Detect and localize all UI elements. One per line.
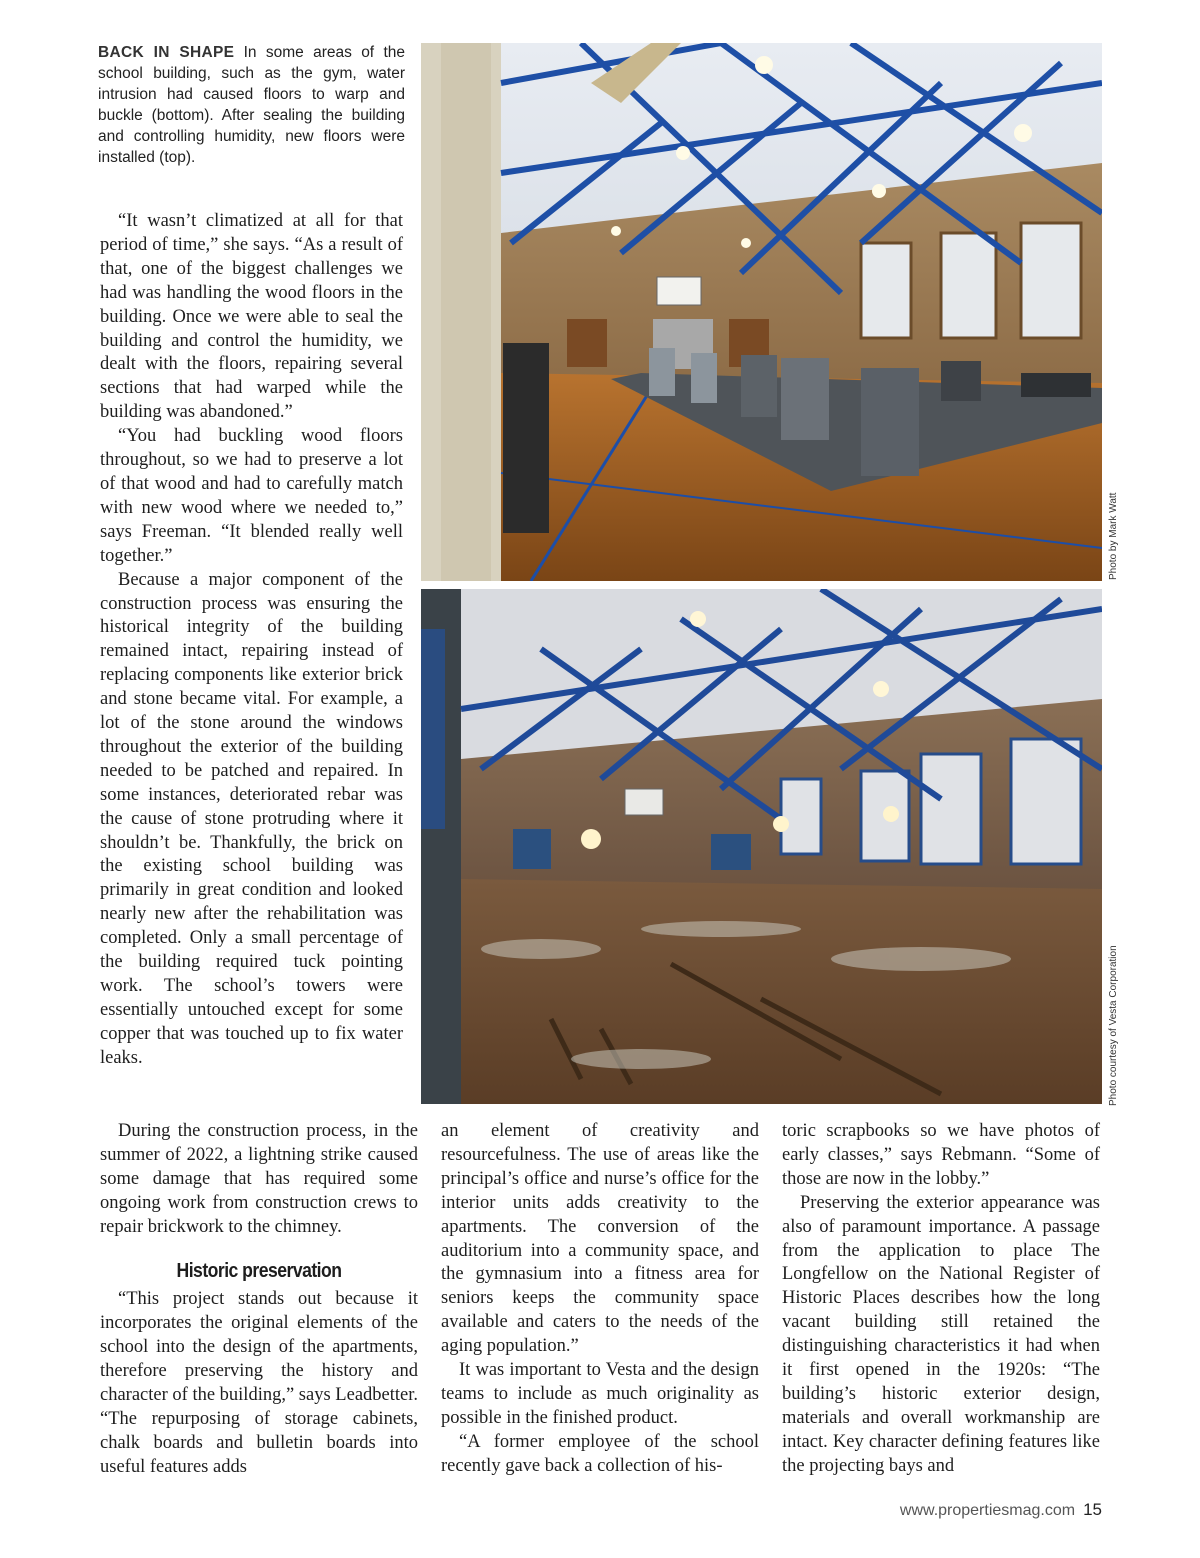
paragraph: During the construction process, in the summer of 2022, a lightning strike caused some damage that has required some ongoing work from construction crews to repair brickwork to the chimney. <box>100 1121 418 1237</box>
article-column-2 <box>441 1120 759 1479</box>
paragraph: “It wasn’t climatized at all for that period of time,” she says. “As a result of that, one of the biggest challenges we had was handling the wood floors in the building. Once we were able to seal the building and control the humidity, we dealt with the floors, repairing several sections that had warped while the building was abandoned.” <box>100 211 403 423</box>
article-column-1-lower <box>100 1120 418 1480</box>
damaged-gym-photo <box>421 589 1102 1104</box>
photo-credit-top: Photo by Mark Watt <box>1108 492 1119 580</box>
article-column-3 <box>782 1120 1100 1479</box>
footer-url: www.propertiesmag.com <box>899 1502 1076 1519</box>
paragraph: “A former employee of the school recently gave back a collection of his- <box>441 1431 759 1476</box>
paragraph: “This project stands out because it incorporates the original elements of the school into the design of the apartments, therefore preserving the history and character of the building,” says Leadbetter. “The repurposing of storage cabinets, chalk boards and bulletin boards into useful features adds <box>100 1289 418 1477</box>
paragraph: Because a major component of the construction process was ensuring the historical integrity of the building remained intact, repairing instead of replacing components like exterior brick and stone became vital. For example, a lot of the stone around the windows throughout the exterior of the building needed to be patched and repaired. In some instances, deteriorated rebar was the cause of stone protruding where it shouldn’t be. Thankfully, the brick on the existing school building was primarily in great condition and looked nearly new after the rehabilitation was completed. Only a small percentage of the building required tuck pointing work. The school’s towers were essentially untouched except for some copper that was touched up to fix water leaks. <box>100 569 403 1068</box>
caption-text: In some areas of the school building, such as the gym, water intrusion had caused floors to warp and buckle (bottom). After sealing the building and controlling humidity, new floors were installed (top). <box>98 44 405 166</box>
paragraph: toric scrapbooks so we have photos of early classes,” says Rebmann. “Some of those are now in the lobby.” <box>782 1121 1100 1189</box>
page-number: 15 <box>1083 1500 1102 1519</box>
renovated-gym-photo <box>421 43 1102 581</box>
caption-kicker: BACK IN SHAPE <box>98 44 235 61</box>
paragraph: an element of creativity and resourcefulness. The use of areas like the principal’s office and nurse’s office for the interior units adds creativity to the apartments. The conversion of the auditorium into a community space, and the gymnasium into a fitness area for seniors keeps the community space available and caters to the needs of the aging population.” <box>441 1121 759 1357</box>
section-subhead: Historic preservation <box>176 1259 342 1282</box>
article-column-1 <box>100 210 403 1071</box>
photo-credit-bottom: Photo courtesy of Vesta Corporation <box>1108 945 1119 1106</box>
paragraph: “You had buckling wood floors throughout, so we had to preserve a lot of that wood and had to carefully match with new wood where we needed to,” says Freeman. “It blended really well together.” <box>100 426 403 566</box>
paragraph: Preserving the exterior appearance was also of paramount importance. A passage from the application to place The Longfellow on the National Register of Historic Places describes how the long vacant building still retained the distinguishing characteristics it had when it first opened in the 1920s: “The building’s historic exterior design, materials and overall workmanship are intact. Key character defining features like the projecting bays and <box>782 1192 1100 1476</box>
paragraph: It was important to Vesta and the design teams to include as much originality as possible in the finished product. <box>441 1360 759 1428</box>
photo-caption <box>98 42 405 168</box>
page-footer <box>900 1500 1102 1520</box>
